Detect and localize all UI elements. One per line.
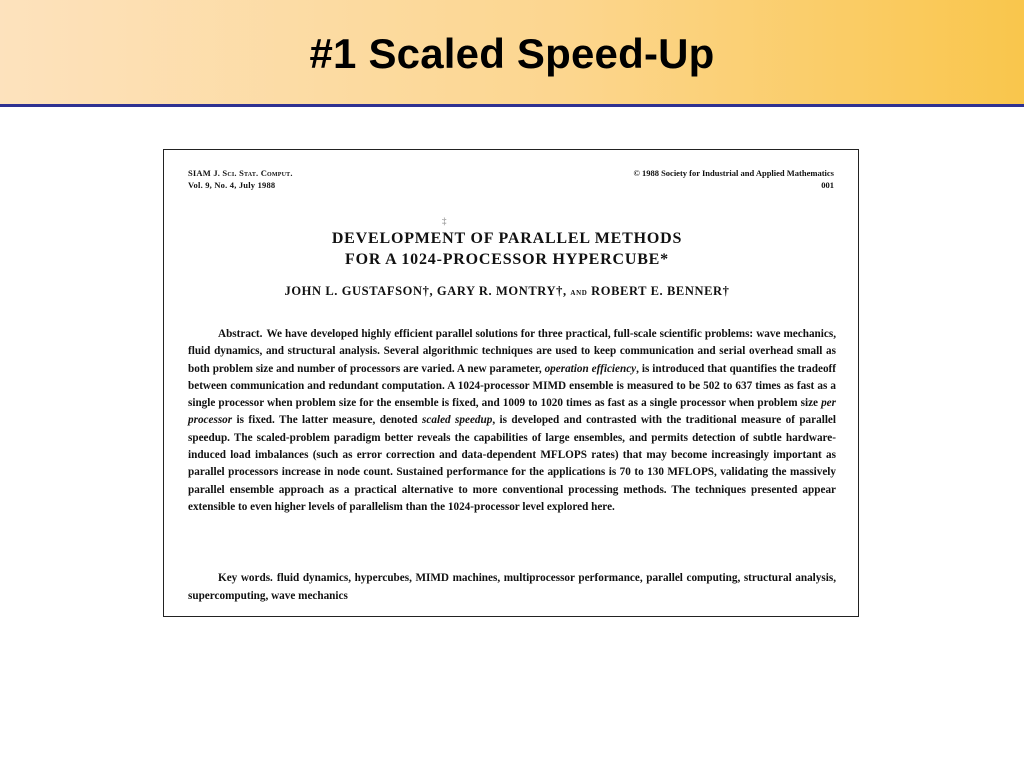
journal-name: SIAM J. Sci. Stat. Comput. <box>188 168 293 178</box>
slide-header <box>0 0 1024 106</box>
paper-keywords <box>188 570 836 605</box>
abstract-emphasis-scaled-speedup: scaled speedup <box>422 414 493 427</box>
abstract-text-2: , is introduced that quantifies the tradeoff between communication and redundant computation. A 1024-processor MIMD ensemble is measured to be 502 to 637 times as fast as a single processor when problem size for the ensemble is fixed, and 1009 to 1020 times as fast as a single processor when problem size <box>188 362 836 410</box>
copyright-text: © 1988 Society for Industrial and Applied Mathematics <box>633 168 834 178</box>
paper-title <box>164 228 850 270</box>
paper-excerpt-image <box>163 149 859 617</box>
keywords-text: fluid dynamics, hypercubes, MIMD machines, multiprocessor performance, parallel computing, structural analysis, supercomputing, wave mechanics <box>188 572 836 602</box>
abstract-emphasis-operation-efficiency: operation efficiency <box>544 362 637 375</box>
abstract-text-1: We have developed highly efficient parallel solutions for three practical, full-scale scientific problems: wave mechanics, fluid dynamics, and structural analysis. Several algorithmic techniques are used to keep communication and serial overhead small as both problem size and number of processors are varied. A new parameter, <box>188 328 836 375</box>
page-code: 001 <box>821 180 834 190</box>
paper-title-line2: FOR A 1024-PROCESSOR HYPERCUBE* <box>345 251 669 268</box>
keywords-label: Key words. <box>218 572 273 584</box>
authors-part2: ROBERT E. BENNER† <box>591 284 730 298</box>
journal-citation <box>188 167 293 191</box>
copyright-notice <box>633 167 834 191</box>
footnote-mark: ‡ <box>442 216 447 226</box>
paper-abstract <box>188 326 836 516</box>
journal-volume: Vol. 9, No. 4, July 1988 <box>188 180 276 190</box>
slide-title: #1 Scaled Speed-Up <box>309 30 715 77</box>
abstract-label: Abstract. <box>218 328 263 340</box>
abstract-text-4: , is developed and contrasted with the traditional measure of parallel speedup. The scaled-problem paradigm better reveals the capabilities of large ensembles, and permits detection of subtle hardware-induced load imbalances (such as error correction and data-dependent MFLOPS rates) that may become increasingly important as parallel processors increase in node count. Sustained performance for the applications is 70 to 130 MFLOPS, validating the massively parallel ensemble approach as a practical alternative to more conventional processing methods. The techniques presented appear extensible to even higher levels of parallelism than the 1024-processor level explored here. <box>188 414 836 513</box>
paper-authors <box>164 284 850 299</box>
header-divider <box>0 104 1024 107</box>
paper-title-line1: DEVELOPMENT OF PARALLEL METHODS <box>331 230 683 247</box>
authors-part1: JOHN L. GUSTAFSON†, GARY R. MONTRY†, <box>284 284 567 298</box>
authors-and: and <box>570 287 588 298</box>
abstract-text-3: is fixed. The latter measure, denoted <box>232 414 423 427</box>
abstract-emphasis-per-processor: per processor <box>188 397 836 427</box>
